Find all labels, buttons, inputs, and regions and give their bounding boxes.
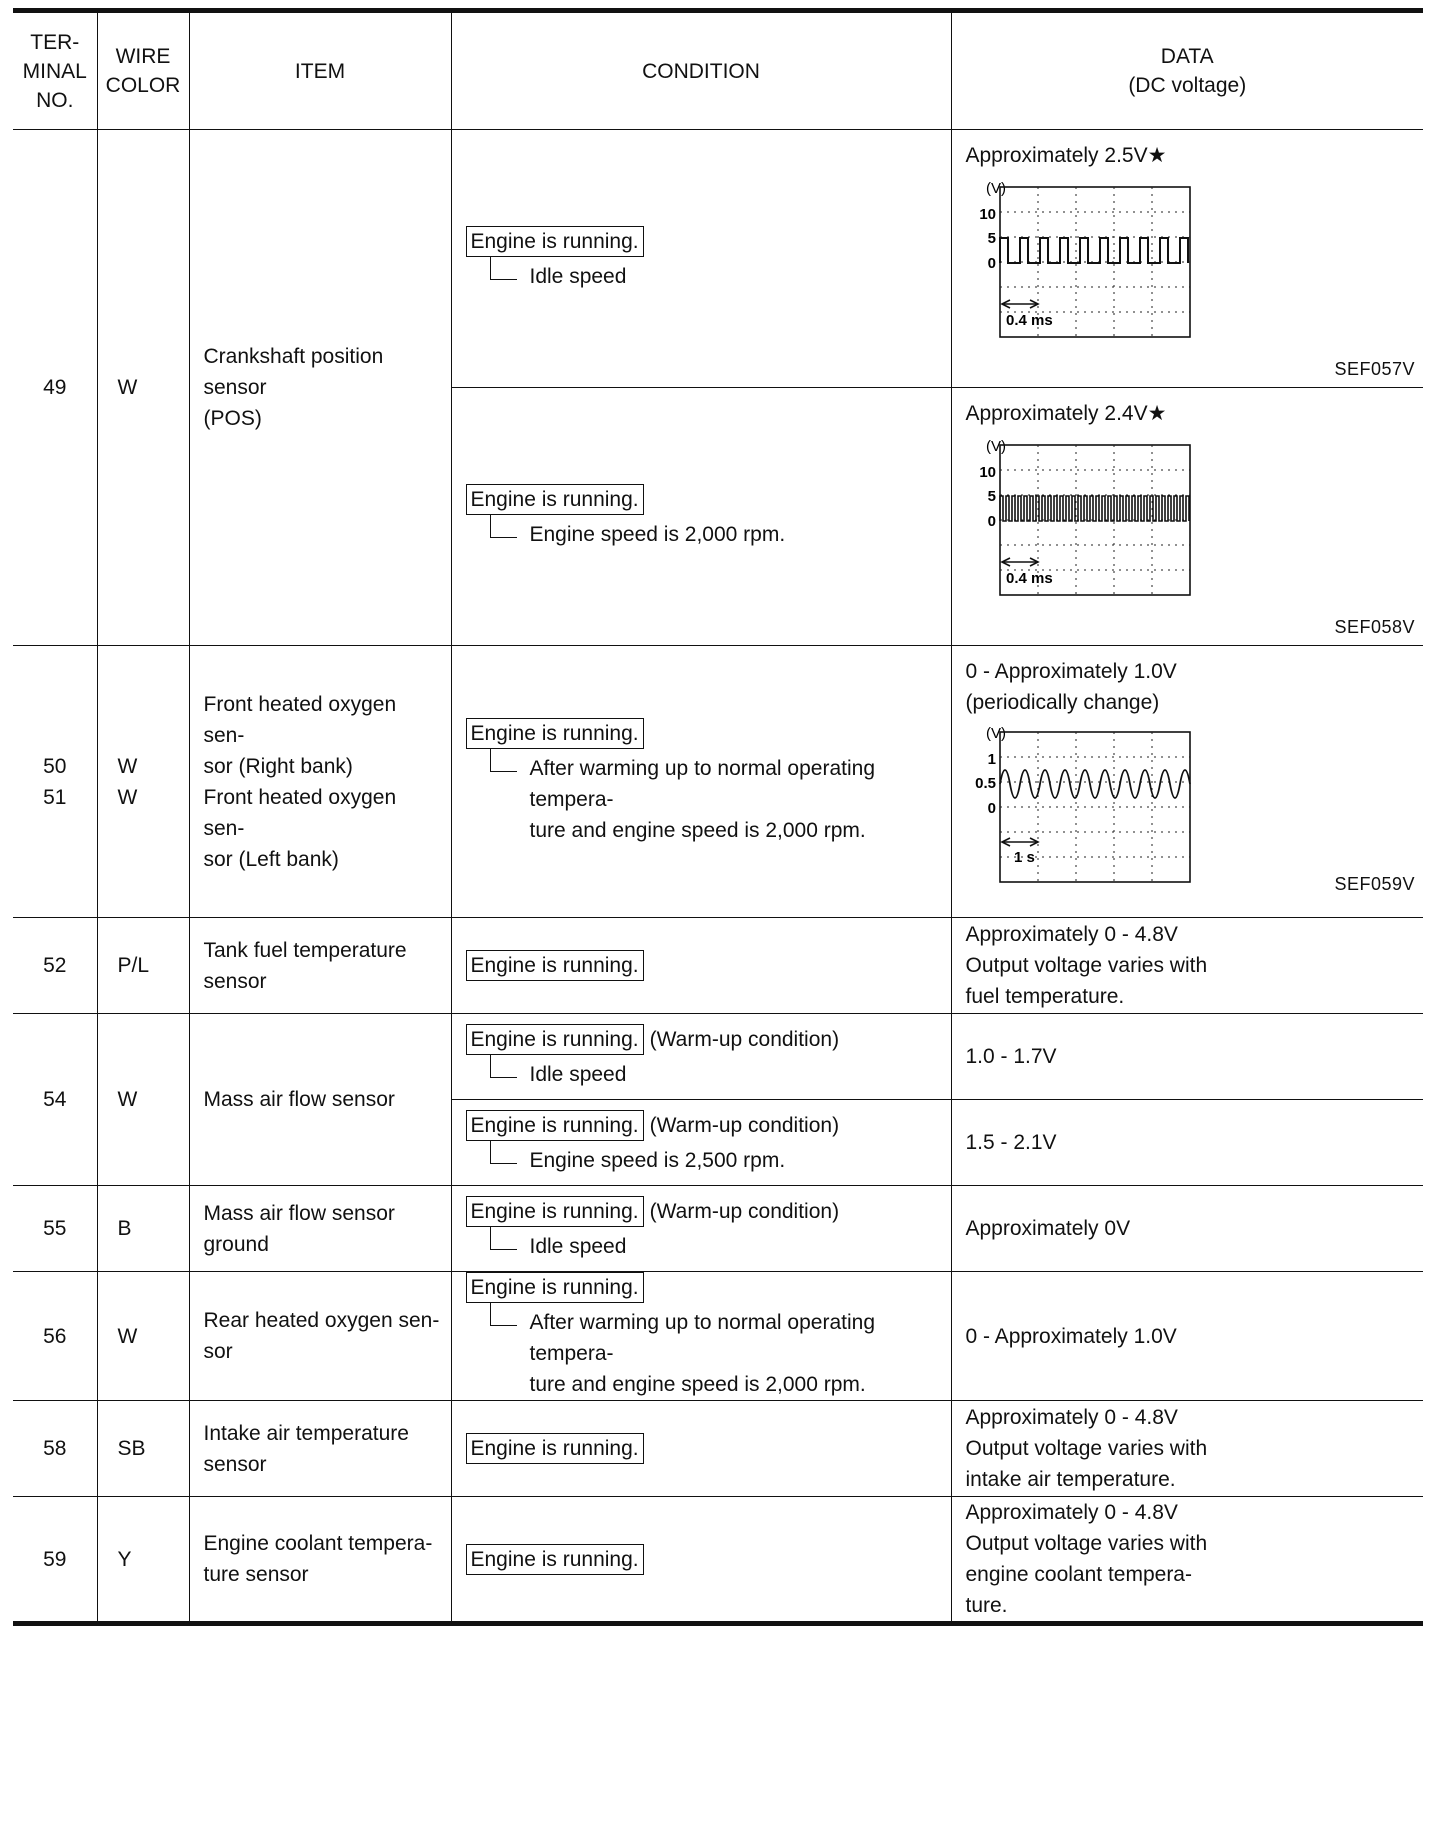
- table-row: [13, 1186, 1423, 1272]
- scope-waveform: [1000, 238, 1188, 263]
- condition-sub: Engine speed is 2,000 rpm.: [490, 519, 945, 550]
- terminal-no: 58: [13, 1401, 97, 1497]
- terminal-no: 54: [13, 1014, 97, 1186]
- waveform-scope: [966, 437, 1216, 627]
- data-cell: 0 - Approximately 1.0V: [951, 1272, 1423, 1401]
- condition-sub: Engine speed is 2,500 rpm.: [490, 1145, 945, 1176]
- table-row: [13, 1401, 1423, 1497]
- condition: [451, 646, 951, 918]
- condition-sub: Idle speed: [490, 1231, 945, 1262]
- scope-time-label: 1 s: [1013, 849, 1035, 866]
- figure-id: SEF057V: [1334, 359, 1415, 379]
- condition-sub: Idle speed: [490, 261, 945, 292]
- condition-note: (Warm-up condition): [649, 1113, 840, 1137]
- item: Intake air temperature sensor: [189, 1401, 451, 1497]
- data-text: 0 - Approximately 1.0V (periodically change): [965, 660, 1177, 714]
- header-row: [13, 11, 1423, 130]
- condition: [451, 388, 951, 646]
- condition-box: Engine is running.: [466, 718, 644, 749]
- header-condition: CONDITION: [451, 11, 951, 130]
- wire-color: W: [97, 1014, 189, 1186]
- scope-v-label: 1: [987, 751, 996, 768]
- item: Rear heated oxygen sen- sor: [189, 1272, 451, 1401]
- condition-sub: After warming up to normal operating tempera- ture and engine speed is 2,000 rpm.: [490, 753, 945, 846]
- data-cell: Approximately 0 - 4.8V Output voltage varies with engine coolant tempera- ture.: [951, 1497, 1423, 1624]
- table-row: [13, 1272, 1423, 1401]
- condition: [451, 1100, 951, 1186]
- wire-color: B: [97, 1186, 189, 1272]
- scope-time-label: 0.4 ms: [1005, 312, 1053, 329]
- wire-color: Y: [97, 1497, 189, 1624]
- condition-box: Engine is running.: [466, 484, 644, 515]
- table-row: [13, 918, 1423, 1014]
- condition-box: Engine is running.: [466, 1544, 644, 1575]
- table-row: [13, 1497, 1423, 1624]
- data-text: Approximately 2.4V★: [965, 402, 1167, 425]
- scope-unit-label: (V): [985, 725, 1006, 742]
- wire-color: W: [97, 1272, 189, 1401]
- header-terminal-no: TER- MINAL NO.: [13, 11, 97, 130]
- condition-box: Engine is running.: [466, 1272, 644, 1303]
- scope-time-marker: [1002, 300, 1038, 308]
- terminal-no: 59: [13, 1497, 97, 1624]
- scope-v-label: 10: [978, 206, 996, 223]
- wire-color: SB: [97, 1401, 189, 1497]
- wire-color: W W: [97, 646, 189, 918]
- scope-v-label: 10: [978, 464, 996, 481]
- terminal-no: 56: [13, 1272, 97, 1401]
- terminal-no: 49: [13, 130, 97, 646]
- terminal-no: 55: [13, 1186, 97, 1272]
- scope-waveform: [1000, 770, 1190, 798]
- waveform-scope: [966, 179, 1216, 369]
- condition-box: Engine is running.: [466, 950, 644, 981]
- item: Mass air flow sensor ground: [189, 1186, 451, 1272]
- table-row: [13, 646, 1423, 918]
- scope-v-label: 0: [987, 513, 996, 530]
- scope-v-label: 5: [987, 230, 996, 247]
- scope-v-label: 0: [987, 255, 996, 272]
- terminal-no: 50 51: [13, 646, 97, 918]
- waveform-figure: [966, 437, 1418, 645]
- scope-unit-label: (V): [985, 438, 1006, 455]
- condition-box: Engine is running.: [466, 226, 644, 257]
- table-row: [13, 1014, 1423, 1100]
- condition-note: (Warm-up condition): [649, 1027, 840, 1051]
- condition: [451, 130, 951, 388]
- table-row: [13, 130, 1423, 388]
- waveform-figure: [966, 179, 1418, 387]
- condition: [451, 1014, 951, 1100]
- scope-v-label: 0: [987, 800, 996, 817]
- data-cell: [951, 130, 1423, 388]
- waveform-figure: [966, 724, 1418, 902]
- condition-sub: After warming up to normal operating tempera- ture and engine speed is 2,000 rpm.: [490, 1307, 945, 1400]
- waveform-scope: [966, 724, 1216, 894]
- figure-id: SEF058V: [1334, 617, 1415, 637]
- condition-box: Engine is running.: [466, 1110, 644, 1141]
- data-cell: [951, 646, 1423, 918]
- figure-id: SEF059V: [1334, 874, 1415, 894]
- scope-time-label: 0.4 ms: [1005, 570, 1053, 587]
- data-cell: Approximately 0 - 4.8V Output voltage varies with intake air temperature.: [951, 1401, 1423, 1497]
- terminal-no: 52: [13, 918, 97, 1014]
- item: Tank fuel temperature sensor: [189, 918, 451, 1014]
- condition: [451, 1186, 951, 1272]
- data-cell: [951, 388, 1423, 646]
- header-wire-color: WIRE COLOR: [97, 11, 189, 130]
- condition: [451, 918, 951, 1014]
- wire-color: P/L: [97, 918, 189, 1014]
- item: Mass air flow sensor: [189, 1014, 451, 1186]
- terminal-table: [13, 8, 1423, 1626]
- item: Front heated oxygen sen- sor (Right bank) Front heated oxygen sen- sor (Left bank): [189, 646, 451, 918]
- data-cell: Approximately 0V: [951, 1186, 1423, 1272]
- header-data: DATA (DC voltage): [951, 11, 1423, 130]
- condition: [451, 1497, 951, 1624]
- data-text: Approximately 2.5V★: [965, 144, 1167, 167]
- item: Engine coolant tempera- ture sensor: [189, 1497, 451, 1624]
- data-cell: 1.0 - 1.7V: [951, 1014, 1423, 1100]
- condition: [451, 1401, 951, 1497]
- scope-unit-label: (V): [985, 180, 1006, 197]
- condition-box: Engine is running.: [466, 1433, 644, 1464]
- wire-color: W: [97, 130, 189, 646]
- scope-v-label: 5: [987, 488, 996, 505]
- scope-time-marker: [1002, 558, 1038, 566]
- data-cell: 1.5 - 2.1V: [951, 1100, 1423, 1186]
- scope-time-marker: [1002, 838, 1038, 846]
- scope-waveform: [1000, 496, 1189, 521]
- header-item: ITEM: [189, 11, 451, 130]
- scope-v-label: 0.5: [974, 775, 996, 792]
- condition-box: Engine is running.: [466, 1024, 644, 1055]
- condition-note: (Warm-up condition): [649, 1199, 840, 1223]
- condition: [451, 1272, 951, 1401]
- condition-box: Engine is running.: [466, 1196, 644, 1227]
- item: Crankshaft position sensor (POS): [189, 130, 451, 646]
- data-cell: Approximately 0 - 4.8V Output voltage varies with fuel temperature.: [951, 918, 1423, 1014]
- condition-sub: Idle speed: [490, 1059, 945, 1090]
